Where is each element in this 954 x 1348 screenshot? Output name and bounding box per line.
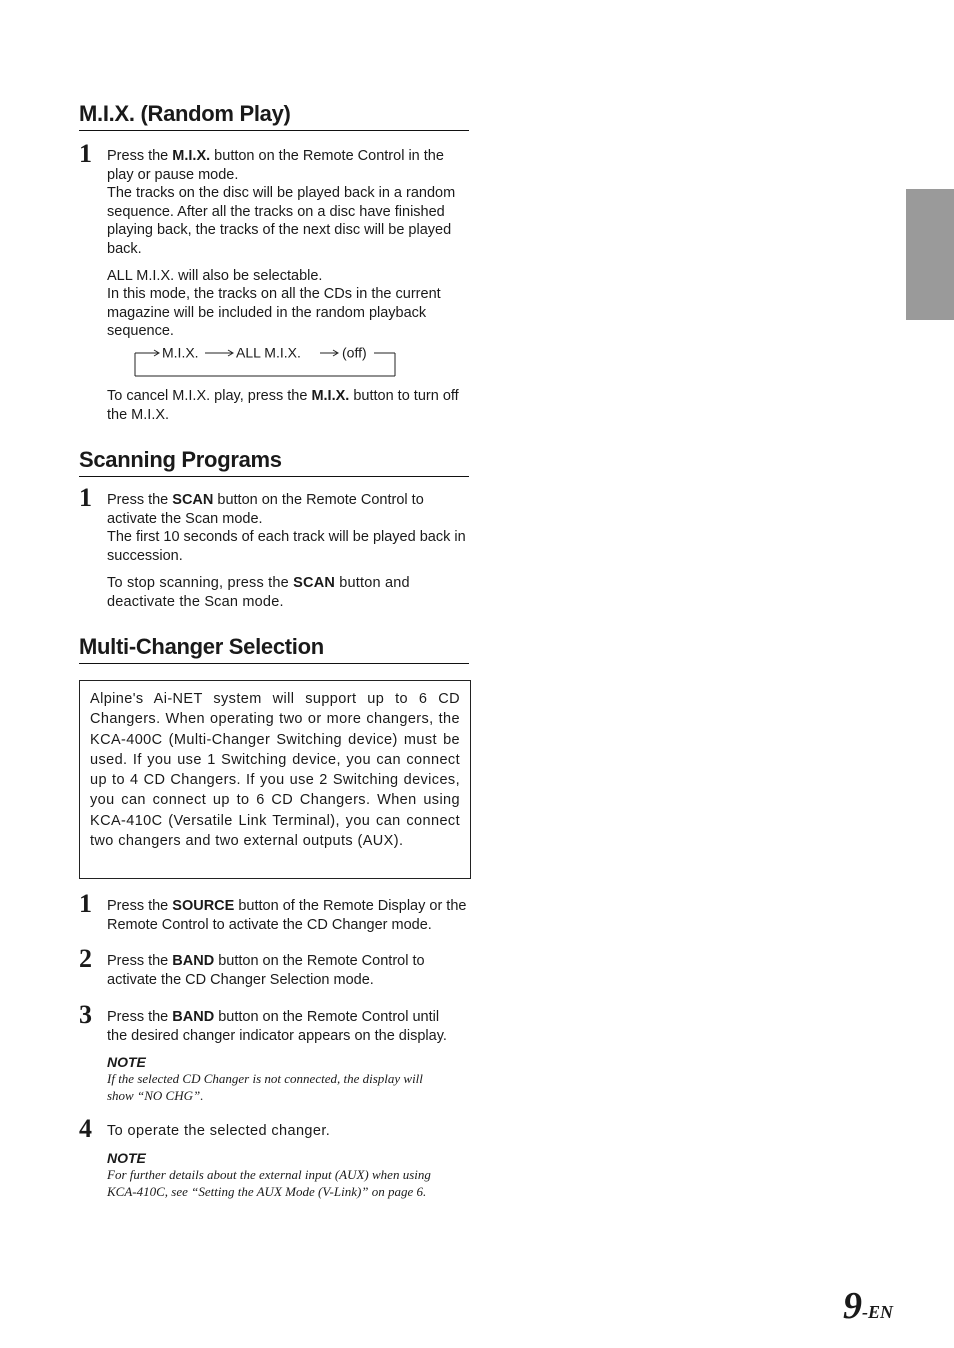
page-number-suffix: -EN: [862, 1302, 893, 1322]
step-text: [107, 147, 465, 184]
step-text: [107, 952, 442, 989]
text-run: Press the: [107, 898, 173, 914]
step-text: [107, 1008, 459, 1045]
text-run: button on the Remote Control in the play or pause mode.: [107, 148, 444, 183]
text-run: Press the: [107, 148, 173, 164]
mode-cycle-diagram: [134, 343, 396, 377]
step-text: To operate the selected changer.: [107, 1123, 331, 1139]
text-run: button and deactivate the Scan mode.: [107, 575, 410, 610]
step-text: [107, 491, 447, 528]
step-description: In this mode, the tracks on all the CDs in the current magazine will be included in the random playback sequence.: [107, 286, 441, 339]
note-label: NOTE: [107, 1054, 146, 1070]
text-run: To cancel M.I.X. play, press the: [107, 388, 312, 404]
text-run: button on the Remote Control to activate the CD Changer Selection mode.: [107, 953, 425, 988]
button-name: SCAN: [293, 575, 336, 591]
step-text: [107, 897, 469, 934]
text-run: Press the: [107, 953, 173, 969]
text-run: button to turn off the M.I.X.: [107, 388, 459, 423]
text-run: Press the: [107, 492, 173, 508]
text-run: button on the Remote Control to activate the Scan mode.: [107, 492, 424, 527]
step-description: The tracks on the disc will be played back in a random sequence. After all the tracks on a disc have finished playing back, the tracks of the next disc will be played back.: [107, 185, 456, 257]
page-number: [843, 1284, 893, 1328]
step-number: 1: [79, 889, 92, 918]
info-box: [79, 680, 471, 879]
step-description: ALL M.I.X. will also be selectable.: [107, 268, 323, 284]
button-name: BAND: [172, 953, 215, 969]
section-title-multi: Multi-Changer Selection: [79, 633, 469, 664]
button-name: SCAN: [172, 492, 214, 508]
button-name: M.I.X.: [172, 148, 211, 164]
step-description: The first 10 seconds of each track will be played back in succession.: [107, 529, 466, 564]
button-name: BAND: [172, 1009, 215, 1025]
step-number: 1: [79, 483, 92, 512]
note-text: For further details about the external input (AUX) when using KCA-410C, see “Setting the AUX Mode (V-Link)” on page 6.: [107, 1167, 431, 1199]
step-description: [107, 574, 437, 611]
note-label: NOTE: [107, 1150, 146, 1166]
step-number: 3: [79, 1000, 92, 1029]
info-box-text: Alpine's Ai-NET system will support up to 6 CD Changers. When operating two or more changers, the KCA-400C (Multi-Changer Switching device) must be used. If you use 1 Switching device, you can connect up to 4 CD Changers. If you use 2 Switching devices, you can connect up to 6 CD Changers. When using KCA-410C (Versatile Link Terminal), you can connect two changers and two external outputs (AUX).: [90, 691, 460, 850]
section-title-mix: M.I.X. (Random Play): [79, 100, 469, 131]
flow-step-mix: M.I.X.: [162, 344, 199, 361]
step-number: 1: [79, 139, 92, 168]
button-name: SOURCE: [172, 898, 235, 914]
flow-step-off: (off): [342, 344, 367, 361]
button-name: M.I.X.: [311, 388, 350, 404]
flow-step-all-mix: ALL M.I.X.: [236, 344, 301, 361]
text-run: Press the: [107, 1009, 173, 1025]
step-number: 4: [79, 1114, 92, 1143]
step-number: 2: [79, 944, 92, 973]
page-number-value: 9: [843, 1285, 862, 1327]
section-title-scan: Scanning Programs: [79, 446, 469, 477]
text-run: To stop scanning, press the: [107, 575, 294, 591]
step-description: [107, 387, 469, 424]
note-text: If the selected CD Changer is not connected, the display will show “NO CHG”.: [107, 1071, 423, 1103]
side-tab: [906, 189, 954, 320]
text-run: button of the Remote Display or the Remote Control to activate the CD Changer mode.: [107, 898, 467, 933]
text-run: button on the Remote Control until the desired changer indicator appears on the display.: [107, 1009, 447, 1044]
